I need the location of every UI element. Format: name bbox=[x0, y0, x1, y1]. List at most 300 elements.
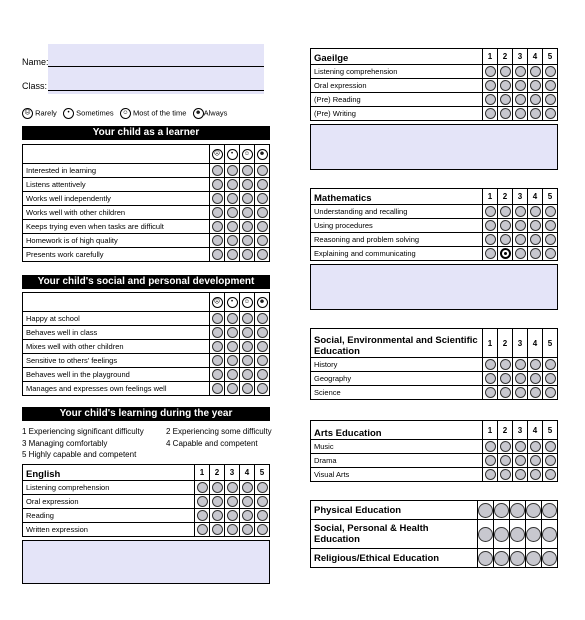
rating-cell bbox=[255, 178, 270, 192]
rating-cell bbox=[255, 326, 270, 340]
table-row bbox=[311, 549, 558, 568]
scale-number: 2 bbox=[498, 421, 513, 440]
big-smile-face-icon: ☻ bbox=[193, 108, 204, 119]
scale-number: 3 bbox=[513, 189, 528, 205]
rating-radio[interactable] bbox=[242, 524, 253, 535]
row-label: Written expression bbox=[23, 523, 195, 537]
rating-cell bbox=[225, 312, 240, 326]
rating-radio[interactable] bbox=[242, 355, 253, 366]
scale-number: 5 bbox=[543, 329, 558, 358]
rating-cell bbox=[483, 454, 498, 468]
name-label: Name: bbox=[22, 57, 49, 67]
rating-cell bbox=[225, 164, 240, 178]
rating-cell bbox=[494, 549, 510, 568]
name-underline bbox=[48, 66, 264, 67]
rating-cell bbox=[240, 382, 255, 396]
scale-number: 1 bbox=[483, 189, 498, 205]
rating-cell bbox=[543, 79, 558, 93]
rating-radio[interactable] bbox=[257, 341, 268, 352]
row-label: (Pre) Reading bbox=[311, 93, 483, 107]
rating-radio[interactable] bbox=[494, 551, 509, 566]
rating-cell bbox=[528, 454, 543, 468]
rating-radio[interactable] bbox=[542, 503, 557, 518]
rating-cell bbox=[543, 372, 558, 386]
rating-cell bbox=[255, 192, 270, 206]
rating-cell bbox=[240, 178, 255, 192]
rating-radio[interactable] bbox=[515, 66, 526, 77]
rating-radio[interactable] bbox=[485, 66, 496, 77]
scale-number: 2 bbox=[498, 49, 513, 65]
rating-cell bbox=[225, 248, 240, 262]
row-label: History bbox=[311, 358, 483, 372]
rating-radio[interactable] bbox=[242, 496, 253, 507]
rating-radio[interactable] bbox=[227, 482, 238, 493]
rating-radio[interactable] bbox=[542, 551, 557, 566]
table-row bbox=[311, 386, 558, 400]
rating-cell bbox=[498, 65, 513, 79]
rating-radio[interactable] bbox=[212, 510, 223, 521]
rating-radio[interactable] bbox=[242, 193, 253, 204]
rating-radio[interactable] bbox=[227, 355, 238, 366]
rating-cell bbox=[483, 440, 498, 454]
rating-radio[interactable] bbox=[242, 369, 253, 380]
rating-cell bbox=[513, 358, 528, 372]
rating-radio[interactable] bbox=[257, 221, 268, 232]
rating-radio[interactable] bbox=[530, 387, 541, 398]
sad-face-icon: ☹ bbox=[212, 297, 223, 308]
rating-cell bbox=[528, 233, 543, 247]
rating-radio[interactable] bbox=[530, 80, 541, 91]
rating-cell bbox=[483, 219, 498, 233]
rating-radio[interactable] bbox=[227, 369, 238, 380]
rating-radio[interactable] bbox=[545, 248, 556, 259]
smile-face-icon: ☺ bbox=[120, 108, 131, 119]
rating-radio[interactable] bbox=[212, 524, 223, 535]
row-label: (Pre) Writing bbox=[311, 107, 483, 121]
rating-radio[interactable] bbox=[500, 66, 511, 77]
rating-radio[interactable] bbox=[212, 165, 223, 176]
table-row bbox=[311, 372, 558, 386]
rating-radio[interactable] bbox=[197, 524, 208, 535]
rating-radio[interactable] bbox=[510, 503, 525, 518]
rating-radio[interactable] bbox=[257, 249, 268, 260]
rating-cell bbox=[543, 247, 558, 261]
rating-cell bbox=[498, 468, 513, 482]
rating-radio[interactable] bbox=[530, 66, 541, 77]
row-label: Reading bbox=[23, 509, 195, 523]
rating-cell bbox=[510, 520, 526, 549]
rating-radio[interactable] bbox=[545, 441, 556, 452]
rating-radio[interactable] bbox=[515, 220, 526, 231]
rating-radio[interactable] bbox=[227, 235, 238, 246]
rating-cell bbox=[513, 107, 528, 121]
face-header-cell bbox=[210, 293, 225, 312]
rating-cell bbox=[543, 219, 558, 233]
rating-cell bbox=[225, 178, 240, 192]
rating-radio[interactable] bbox=[530, 206, 541, 217]
name-field[interactable] bbox=[48, 44, 264, 94]
sad-face-icon: ☹ bbox=[22, 108, 33, 119]
rating-radio[interactable] bbox=[257, 165, 268, 176]
big-smile-face-icon: ☻ bbox=[257, 297, 268, 308]
table-row bbox=[311, 358, 558, 372]
rating-cell bbox=[478, 549, 494, 568]
rating-radio[interactable] bbox=[515, 234, 526, 245]
rating-radio[interactable] bbox=[500, 469, 511, 480]
rating-radio[interactable] bbox=[227, 510, 238, 521]
rating-cell bbox=[498, 358, 513, 372]
rating-radio[interactable] bbox=[500, 387, 511, 398]
rating-radio[interactable] bbox=[242, 383, 253, 394]
rating-cell bbox=[543, 468, 558, 482]
rating-cell bbox=[240, 326, 255, 340]
rating-radio[interactable] bbox=[545, 359, 556, 370]
rating-radio[interactable] bbox=[500, 373, 511, 384]
rating-cell bbox=[528, 219, 543, 233]
rating-radio[interactable] bbox=[242, 165, 253, 176]
rating-radio[interactable] bbox=[227, 341, 238, 352]
rating-radio[interactable] bbox=[212, 313, 223, 324]
row-label: Homework is of high quality bbox=[23, 234, 210, 248]
scale-number: 4 bbox=[240, 465, 255, 481]
rating-radio[interactable] bbox=[257, 524, 268, 535]
rating-cell bbox=[528, 386, 543, 400]
rating-radio[interactable] bbox=[242, 249, 253, 260]
row-label: Behaves well in class bbox=[23, 326, 210, 340]
gaeilge-table bbox=[310, 48, 558, 121]
rating-radio[interactable] bbox=[515, 94, 526, 105]
rating-cell bbox=[498, 107, 513, 121]
rating-radio[interactable] bbox=[485, 359, 496, 370]
rating-radio[interactable] bbox=[227, 179, 238, 190]
table-row bbox=[23, 340, 270, 354]
rating-radio[interactable] bbox=[197, 482, 208, 493]
rating-radio[interactable] bbox=[530, 234, 541, 245]
rating-radio[interactable] bbox=[257, 369, 268, 380]
rating-radio[interactable] bbox=[242, 482, 253, 493]
rating-radio[interactable] bbox=[530, 441, 541, 452]
rating-radio[interactable] bbox=[515, 373, 526, 384]
rating-cell bbox=[513, 386, 528, 400]
table-row bbox=[23, 523, 270, 537]
row-label: Sensitive to others' feelings bbox=[23, 354, 210, 368]
rating-radio[interactable] bbox=[485, 234, 496, 245]
rating-radio[interactable] bbox=[212, 249, 223, 260]
table-row bbox=[23, 206, 270, 220]
rating-radio[interactable] bbox=[545, 80, 556, 91]
rating-radio[interactable] bbox=[515, 108, 526, 119]
rating-radio[interactable] bbox=[494, 527, 509, 542]
rating-cell bbox=[498, 93, 513, 107]
rating-cell bbox=[225, 206, 240, 220]
rating-radio[interactable] bbox=[227, 383, 238, 394]
rating-cell bbox=[255, 248, 270, 262]
table-row bbox=[23, 178, 270, 192]
rating-cell bbox=[498, 372, 513, 386]
rating-radio[interactable] bbox=[257, 496, 268, 507]
rating-cell bbox=[513, 372, 528, 386]
rating-radio[interactable] bbox=[526, 503, 541, 518]
rating-radio[interactable] bbox=[545, 387, 556, 398]
rating-radio[interactable] bbox=[515, 206, 526, 217]
rating-radio[interactable] bbox=[500, 220, 511, 231]
rating-radio[interactable] bbox=[242, 341, 253, 352]
rating-radio[interactable] bbox=[212, 327, 223, 338]
rating-radio[interactable] bbox=[212, 383, 223, 394]
rating-radio[interactable] bbox=[485, 80, 496, 91]
smile-face-icon: ☺ bbox=[242, 297, 253, 308]
row-label: Listening comprehension bbox=[23, 481, 195, 495]
rating-radio[interactable] bbox=[212, 482, 223, 493]
rating-cell bbox=[494, 520, 510, 549]
rating-cell bbox=[528, 107, 543, 121]
rating-radio[interactable] bbox=[530, 455, 541, 466]
rating-radio[interactable] bbox=[227, 249, 238, 260]
rating-radio[interactable] bbox=[227, 524, 238, 535]
other-table bbox=[310, 500, 558, 568]
rating-cell bbox=[483, 372, 498, 386]
rating-radio[interactable] bbox=[227, 207, 238, 218]
rating-radio[interactable] bbox=[510, 527, 525, 542]
rating-radio[interactable] bbox=[500, 455, 511, 466]
rating-cell bbox=[255, 509, 270, 523]
rating-radio[interactable] bbox=[242, 207, 253, 218]
row-label: Keeps trying even when tasks are difficult bbox=[23, 220, 210, 234]
rating-radio[interactable] bbox=[530, 469, 541, 480]
face-header-cell bbox=[255, 145, 270, 164]
rating-radio[interactable] bbox=[257, 207, 268, 218]
rating-radio[interactable] bbox=[515, 469, 526, 480]
rating-radio[interactable] bbox=[227, 165, 238, 176]
rating-radio[interactable] bbox=[530, 359, 541, 370]
rating-cell bbox=[240, 523, 255, 537]
rating-radio-selected[interactable] bbox=[500, 248, 511, 259]
legend-label: Always bbox=[203, 108, 228, 118]
table-row bbox=[23, 248, 270, 262]
rating-radio[interactable] bbox=[515, 455, 526, 466]
rating-radio[interactable] bbox=[485, 220, 496, 231]
rating-radio[interactable] bbox=[545, 108, 556, 119]
scale-number: 1 bbox=[483, 329, 498, 358]
rating-radio[interactable] bbox=[500, 359, 511, 370]
rating-cell bbox=[225, 326, 240, 340]
rating-cell bbox=[255, 523, 270, 537]
rating-radio[interactable] bbox=[197, 496, 208, 507]
rating-radio[interactable] bbox=[227, 221, 238, 232]
rating-cell bbox=[528, 372, 543, 386]
rating-radio[interactable] bbox=[542, 527, 557, 542]
rating-cell bbox=[498, 219, 513, 233]
rating-radio[interactable] bbox=[227, 193, 238, 204]
rating-radio[interactable] bbox=[212, 207, 223, 218]
rating-radio[interactable] bbox=[500, 234, 511, 245]
rating-cell bbox=[498, 233, 513, 247]
rating-radio[interactable] bbox=[485, 94, 496, 105]
table-row bbox=[23, 368, 270, 382]
rating-cell bbox=[225, 340, 240, 354]
rating-radio[interactable] bbox=[257, 179, 268, 190]
rating-radio[interactable] bbox=[257, 327, 268, 338]
rating-radio[interactable] bbox=[478, 527, 493, 542]
rating-radio[interactable] bbox=[526, 551, 541, 566]
rating-radio[interactable] bbox=[212, 355, 223, 366]
rating-radio[interactable] bbox=[478, 503, 493, 518]
rating-radio[interactable] bbox=[500, 94, 511, 105]
rating-radio[interactable] bbox=[257, 235, 268, 246]
rating-radio[interactable] bbox=[197, 510, 208, 521]
rating-radio[interactable] bbox=[257, 355, 268, 366]
rating-radio[interactable] bbox=[530, 94, 541, 105]
rating-radio[interactable] bbox=[478, 551, 493, 566]
rating-radio[interactable] bbox=[485, 387, 496, 398]
rating-cell bbox=[255, 164, 270, 178]
rating-radio[interactable] bbox=[500, 80, 511, 91]
rating-radio[interactable] bbox=[242, 313, 253, 324]
maths-table bbox=[310, 188, 558, 261]
rating-radio[interactable] bbox=[515, 441, 526, 452]
english-comments[interactable] bbox=[22, 540, 270, 584]
rating-cell bbox=[494, 501, 510, 520]
rating-cell bbox=[513, 205, 528, 219]
rating-radio[interactable] bbox=[242, 221, 253, 232]
rating-radio[interactable] bbox=[515, 248, 526, 259]
neutral-face-icon: • bbox=[227, 297, 238, 308]
subject-title: Arts Education bbox=[311, 421, 483, 440]
rating-radio[interactable] bbox=[485, 206, 496, 217]
rating-radio[interactable] bbox=[530, 373, 541, 384]
rating-radio[interactable] bbox=[227, 496, 238, 507]
rating-radio[interactable] bbox=[212, 221, 223, 232]
rating-radio[interactable] bbox=[494, 503, 509, 518]
rating-cell bbox=[483, 65, 498, 79]
rating-radio[interactable] bbox=[227, 327, 238, 338]
rating-cell bbox=[526, 520, 542, 549]
rating-radio[interactable] bbox=[515, 387, 526, 398]
rating-radio[interactable] bbox=[515, 80, 526, 91]
rating-cell bbox=[513, 247, 528, 261]
rating-radio[interactable] bbox=[545, 373, 556, 384]
row-label: Science bbox=[311, 386, 483, 400]
rating-cell bbox=[210, 340, 225, 354]
gaeilge-comments[interactable] bbox=[310, 124, 558, 170]
rating-radio[interactable] bbox=[530, 220, 541, 231]
maths-comments[interactable] bbox=[310, 264, 558, 310]
rating-radio[interactable] bbox=[545, 234, 556, 245]
rating-radio[interactable] bbox=[212, 496, 223, 507]
row-label: Oral expression bbox=[311, 79, 483, 93]
rating-radio[interactable] bbox=[257, 383, 268, 394]
rating-radio[interactable] bbox=[242, 179, 253, 190]
row-label: Explaining and communicating bbox=[311, 247, 483, 261]
rating-cell bbox=[498, 205, 513, 219]
rating-radio[interactable] bbox=[545, 94, 556, 105]
rating-radio[interactable] bbox=[485, 248, 496, 259]
rating-cell bbox=[483, 386, 498, 400]
rating-radio[interactable] bbox=[510, 551, 525, 566]
rating-radio[interactable] bbox=[242, 235, 253, 246]
rating-radio[interactable] bbox=[242, 327, 253, 338]
rating-cell bbox=[510, 549, 526, 568]
rating-cell bbox=[528, 440, 543, 454]
rating-radio[interactable] bbox=[212, 369, 223, 380]
rating-radio[interactable] bbox=[515, 359, 526, 370]
rating-radio[interactable] bbox=[545, 469, 556, 480]
rating-cell bbox=[513, 219, 528, 233]
legend-label: Rarely bbox=[35, 108, 57, 118]
rating-radio[interactable] bbox=[500, 108, 511, 119]
table-row bbox=[23, 495, 270, 509]
rating-radio[interactable] bbox=[485, 373, 496, 384]
rating-radio[interactable] bbox=[526, 527, 541, 542]
learning-header: Your child's learning during the year bbox=[22, 407, 270, 421]
face-header-cell bbox=[240, 293, 255, 312]
rating-radio[interactable] bbox=[212, 341, 223, 352]
rating-radio[interactable] bbox=[530, 248, 541, 259]
rating-radio[interactable] bbox=[212, 193, 223, 204]
rating-cell bbox=[255, 206, 270, 220]
rating-radio[interactable] bbox=[545, 220, 556, 231]
smile-face-icon: ☺ bbox=[242, 149, 253, 160]
rating-radio[interactable] bbox=[212, 235, 223, 246]
rating-radio[interactable] bbox=[545, 455, 556, 466]
rating-cell bbox=[528, 358, 543, 372]
table-header-row bbox=[23, 465, 270, 481]
rating-cell bbox=[240, 192, 255, 206]
face-header-cell bbox=[210, 145, 225, 164]
rating-radio[interactable] bbox=[257, 193, 268, 204]
table-row bbox=[23, 382, 270, 396]
rating-radio[interactable] bbox=[500, 441, 511, 452]
rating-cell bbox=[240, 312, 255, 326]
big-smile-face-icon: ☻ bbox=[257, 149, 268, 160]
rating-cell bbox=[255, 495, 270, 509]
rating-radio[interactable] bbox=[257, 482, 268, 493]
rating-radio[interactable] bbox=[530, 108, 541, 119]
rating-cell bbox=[526, 501, 542, 520]
rating-cell bbox=[210, 312, 225, 326]
rating-radio[interactable] bbox=[485, 455, 496, 466]
rating-cell bbox=[240, 340, 255, 354]
rating-cell bbox=[240, 206, 255, 220]
table-row bbox=[23, 326, 270, 340]
rating-cell bbox=[225, 220, 240, 234]
rating-radio[interactable] bbox=[485, 469, 496, 480]
rating-radio[interactable] bbox=[257, 510, 268, 521]
rating-cell bbox=[498, 79, 513, 93]
rating-cell bbox=[225, 509, 240, 523]
rating-cell bbox=[240, 481, 255, 495]
rating-radio[interactable] bbox=[242, 510, 253, 521]
rating-cell bbox=[498, 386, 513, 400]
rating-radio[interactable] bbox=[545, 66, 556, 77]
rating-radio[interactable] bbox=[485, 441, 496, 452]
rating-cell bbox=[483, 468, 498, 482]
rating-radio[interactable] bbox=[212, 179, 223, 190]
row-label: Reasoning and problem solving bbox=[311, 233, 483, 247]
rating-radio[interactable] bbox=[485, 108, 496, 119]
row-label: Interested in learning bbox=[23, 164, 210, 178]
table-row bbox=[311, 501, 558, 520]
rating-cell bbox=[210, 326, 225, 340]
row-label: Music bbox=[311, 440, 483, 454]
rating-cell bbox=[240, 234, 255, 248]
rating-radio[interactable] bbox=[257, 313, 268, 324]
legend-label: Most of the time bbox=[133, 108, 187, 118]
rating-radio[interactable] bbox=[545, 206, 556, 217]
rating-cell bbox=[255, 368, 270, 382]
rating-radio[interactable] bbox=[500, 206, 511, 217]
rating-radio[interactable] bbox=[227, 313, 238, 324]
